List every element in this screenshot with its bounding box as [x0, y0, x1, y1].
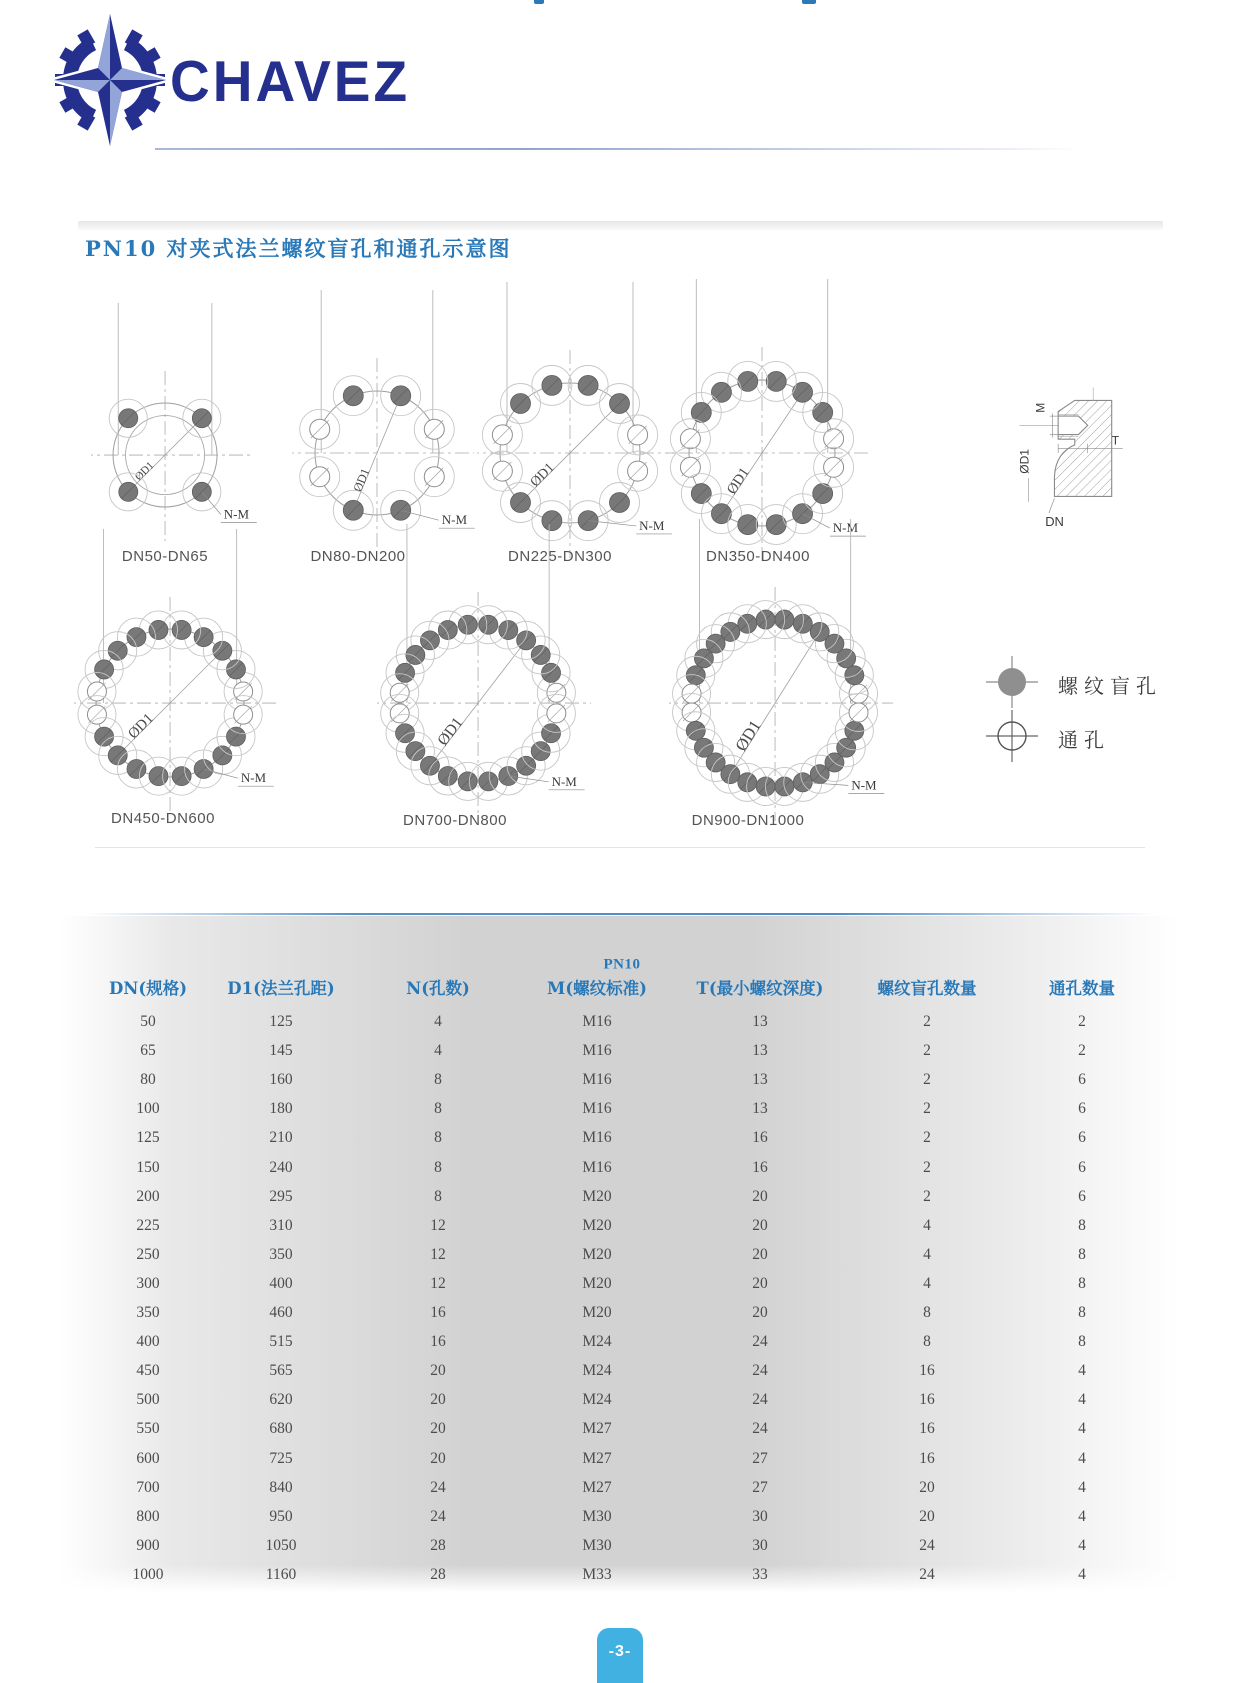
svg-text:N-M: N-M: [832, 520, 859, 536]
table-cell: 6: [1078, 1071, 1086, 1089]
table-cell: 20: [752, 1216, 768, 1234]
column-header: D1(法兰孔距): [227, 979, 335, 998]
diagram-label: DN900-DN1000: [691, 812, 805, 829]
table-cell: 16: [919, 1362, 935, 1380]
table-cell: M20: [582, 1216, 612, 1234]
table-cell: 2: [1078, 1013, 1086, 1030]
table-cell: 200: [136, 1187, 160, 1205]
column-header: 螺纹盲孔数量: [877, 979, 977, 998]
table-cell: 24: [752, 1391, 768, 1409]
table-cell: 8: [1078, 1304, 1086, 1321]
table-cell: 50: [140, 1013, 156, 1030]
table-cell: 295: [269, 1187, 293, 1205]
table-cell: 550: [136, 1420, 160, 1438]
table-cell: 4: [1078, 1507, 1086, 1525]
gear-star-logo-icon: [48, 14, 178, 146]
table-cell: 100: [136, 1100, 160, 1118]
table-cell: 28: [430, 1536, 446, 1554]
svg-text:ØD1: ØD1: [723, 464, 753, 498]
table-cell: 20: [430, 1391, 446, 1409]
table-cell: 16: [919, 1449, 935, 1467]
table-cell: 310: [269, 1216, 293, 1234]
table-cell: M16: [582, 1100, 612, 1118]
table-cell: 16: [430, 1333, 446, 1351]
table-cell: M27: [582, 1449, 612, 1467]
table-cell: 1000: [132, 1565, 164, 1583]
table-cell: 2: [923, 1158, 931, 1176]
table-cell: 180: [269, 1100, 293, 1118]
table-cell: 4: [1078, 1478, 1086, 1496]
table-cell: M27: [582, 1420, 612, 1438]
table-cell: 27: [752, 1478, 768, 1496]
table-cell: 65: [140, 1042, 156, 1060]
table-cell: 900: [136, 1536, 160, 1554]
section-divider: [95, 847, 1145, 848]
table-cell: 13: [752, 1042, 768, 1060]
table-cell: M20: [582, 1245, 612, 1263]
diagram-label: DN450-DN600: [111, 810, 215, 827]
table-cell: 8: [434, 1158, 442, 1176]
table-cell: 12: [430, 1216, 446, 1234]
brand-header: [0, 0, 1240, 165]
table-group-header: PN10: [603, 956, 641, 973]
svg-text:ØD1: ØD1: [350, 466, 373, 494]
column-header: 通孔数量: [1049, 979, 1115, 998]
table-cell: M30: [582, 1507, 612, 1525]
table-cell: M24: [582, 1333, 612, 1351]
table-cell: 16: [752, 1158, 768, 1176]
table-cell: 2: [923, 1187, 931, 1205]
svg-text:N-M: N-M: [851, 777, 877, 793]
table-cell: M16: [582, 1042, 612, 1060]
section-t-label: T: [1111, 433, 1120, 448]
table-cell: 16: [430, 1304, 446, 1321]
table-cell: 2: [923, 1129, 931, 1147]
table-cell: 515: [269, 1333, 293, 1351]
column-header: DN(规格): [108, 979, 188, 998]
table-cell: 4: [1078, 1565, 1086, 1583]
table-cell: 450: [136, 1362, 160, 1380]
flange-diagram-dn450-dn600: [74, 529, 318, 833]
table-cell: 20: [430, 1362, 446, 1380]
table-cell: 250: [136, 1245, 160, 1263]
table-cell: M24: [582, 1362, 612, 1380]
diagram-label: DN350-DN400: [706, 548, 810, 565]
table-cell: M24: [582, 1391, 612, 1409]
table-cell: 125: [136, 1129, 160, 1147]
table-cell: 400: [269, 1274, 293, 1292]
legend-item-label: 通孔: [1058, 728, 1110, 752]
table-cell: 150: [136, 1158, 160, 1176]
table-cell: 20: [752, 1304, 768, 1321]
table-cell: 27: [752, 1449, 768, 1467]
table-cell: 8: [434, 1071, 442, 1089]
svg-text:N-M: N-M: [551, 773, 577, 789]
table-cell: 4: [1078, 1536, 1086, 1554]
svg-text:N-M: N-M: [223, 506, 249, 522]
table-cell: 620: [269, 1391, 293, 1409]
page-title: PN10 对夹式法兰螺纹盲孔和通孔示意图: [85, 236, 512, 261]
table-cell: 4: [923, 1216, 931, 1234]
table-cell: 24: [752, 1420, 768, 1438]
svg-text:ØD1: ØD1: [132, 459, 157, 484]
svg-text:N-M: N-M: [240, 770, 267, 786]
table-top-rule: [85, 913, 1155, 915]
table-cell: 2: [923, 1013, 931, 1030]
table-cell: 800: [136, 1507, 160, 1525]
table-cell: 16: [919, 1420, 935, 1438]
table-cell: 4: [434, 1042, 442, 1060]
page-number-badge: -3-: [597, 1628, 643, 1683]
table-cell: M16: [582, 1013, 612, 1030]
table-cell: 8: [923, 1304, 931, 1321]
table-cell: 8: [1078, 1216, 1086, 1234]
table-cell: 28: [430, 1565, 446, 1583]
table-cell: 8: [1078, 1245, 1086, 1263]
table-cell: 4: [1078, 1449, 1086, 1467]
svg-text:ØD1: ØD1: [434, 714, 467, 749]
table-cell: 125: [269, 1013, 293, 1030]
svg-text:N-M: N-M: [441, 512, 468, 528]
table-cell: 4: [434, 1013, 442, 1030]
table-cell: 4: [1078, 1362, 1086, 1380]
table-cell: 20: [430, 1449, 446, 1467]
column-header: T(最小螺纹深度): [696, 979, 824, 998]
section-m-label: M: [1033, 402, 1048, 413]
table-cell: 24: [752, 1362, 768, 1380]
table-cell: 16: [752, 1129, 768, 1147]
table-cell: 13: [752, 1100, 768, 1118]
table-cell: 680: [269, 1420, 293, 1438]
table-cell: 210: [269, 1129, 293, 1147]
hole-legend: [980, 650, 1220, 780]
table-cell: 1160: [265, 1565, 297, 1583]
spec-table: [60, 916, 1180, 1592]
table-cell: 8: [1078, 1333, 1086, 1351]
svg-text:ØD1: ØD1: [527, 460, 558, 491]
svg-text:ØD1: ØD1: [731, 716, 765, 755]
table-cell: 8: [434, 1129, 442, 1147]
table-cell: 500: [136, 1391, 160, 1409]
table-cell: M27: [582, 1478, 612, 1496]
column-header: N(孔数): [406, 979, 470, 998]
table-cell: 30: [752, 1536, 768, 1554]
table-cell: 460: [269, 1304, 293, 1321]
table-cell: 400: [136, 1333, 160, 1351]
table-cell: M16: [582, 1071, 612, 1089]
column-header: M(螺纹标准): [547, 979, 647, 998]
table-cell: 565: [269, 1362, 293, 1380]
table-cell: M20: [582, 1274, 612, 1292]
table-cell: 840: [269, 1478, 293, 1496]
table-cell: 2: [923, 1100, 931, 1118]
diagram-label: DN50-DN65: [121, 548, 209, 565]
flange-diagram-dn700-dn800: [377, 524, 631, 838]
table-cell: M16: [582, 1158, 612, 1176]
section-d1-label: ØD1: [1017, 449, 1032, 474]
table-cell: M20: [582, 1187, 612, 1205]
table-cell: 145: [269, 1042, 293, 1060]
table-cell: 20: [919, 1507, 935, 1525]
table-cell: 8: [434, 1100, 442, 1118]
table-cell: M33: [582, 1565, 612, 1583]
table-cell: 6: [1078, 1129, 1086, 1147]
table-cell: 24: [919, 1536, 935, 1554]
table-cell: 8: [434, 1187, 442, 1205]
table-cell: 24: [752, 1333, 768, 1351]
header-rule: [155, 148, 1080, 150]
diagram-label: DN80-DN200: [310, 548, 406, 565]
table-cell: 24: [430, 1507, 446, 1525]
table-cell: 16: [919, 1391, 935, 1409]
table-cell: 725: [269, 1449, 293, 1467]
table-cell: 8: [923, 1333, 931, 1351]
diagram-label: DN225-DN300: [508, 548, 612, 565]
diagram-label: DN700-DN800: [403, 812, 507, 829]
legend-item-through: [980, 704, 1044, 768]
table-cell: 4: [923, 1245, 931, 1263]
table-cell: M20: [582, 1304, 612, 1321]
table-cell: 225: [136, 1216, 160, 1234]
table-cell: 240: [269, 1158, 293, 1176]
table-cell: 2: [923, 1042, 931, 1060]
table-cell: 8: [1078, 1274, 1086, 1292]
title-band: [78, 221, 1163, 230]
table-cell: 20: [752, 1245, 768, 1263]
table-cell: 20: [430, 1420, 446, 1438]
table-cell: 13: [752, 1013, 768, 1030]
brand-wordmark: CHAVEZ: [170, 49, 411, 114]
table-cell: 6: [1078, 1100, 1086, 1118]
table-cell: 4: [1078, 1391, 1086, 1409]
legend-item-label: 螺纹盲孔: [1058, 674, 1162, 698]
table-cell: 30: [752, 1507, 768, 1525]
table-cell: 6: [1078, 1187, 1086, 1205]
table-cell: 2: [923, 1071, 931, 1089]
table-cell: 20: [919, 1478, 935, 1496]
table-cell: 2: [1078, 1042, 1086, 1060]
table-cell: M16: [582, 1129, 612, 1147]
table-cell: 24: [919, 1565, 935, 1583]
table-cell: 4: [1078, 1420, 1086, 1438]
svg-text:N-M: N-M: [639, 517, 665, 533]
section-dn-label: DN: [1045, 513, 1064, 529]
table-cell: 20: [752, 1187, 768, 1205]
table-cell: 950: [269, 1507, 293, 1525]
table-cell: 700: [136, 1478, 160, 1496]
table-cell: 12: [430, 1245, 446, 1263]
table-cell: 1050: [265, 1536, 297, 1554]
table-cell: 24: [430, 1478, 446, 1496]
table-cell: 160: [269, 1071, 293, 1089]
table-cell: 13: [752, 1071, 768, 1089]
table-cell: 33: [752, 1565, 768, 1583]
flange-diagram-dn50-dn65: [91, 303, 291, 563]
table-cell: M30: [582, 1536, 612, 1554]
svg-text:ØD1: ØD1: [125, 710, 157, 743]
table-cell: 350: [136, 1304, 160, 1321]
through-hole-icon: [980, 704, 1044, 768]
table-cell: 20: [752, 1274, 768, 1292]
table-cell: 4: [923, 1274, 931, 1292]
flange-diagram-dn900-dn1000: [669, 519, 933, 843]
section-view-diagram: [1012, 382, 1132, 537]
table-cell: 600: [136, 1449, 160, 1467]
table-cell: 80: [140, 1071, 156, 1089]
table-cell: 6: [1078, 1158, 1086, 1176]
table-cell: 350: [269, 1245, 293, 1263]
table-cell: 300: [136, 1274, 160, 1292]
table-cell: 12: [430, 1274, 446, 1292]
